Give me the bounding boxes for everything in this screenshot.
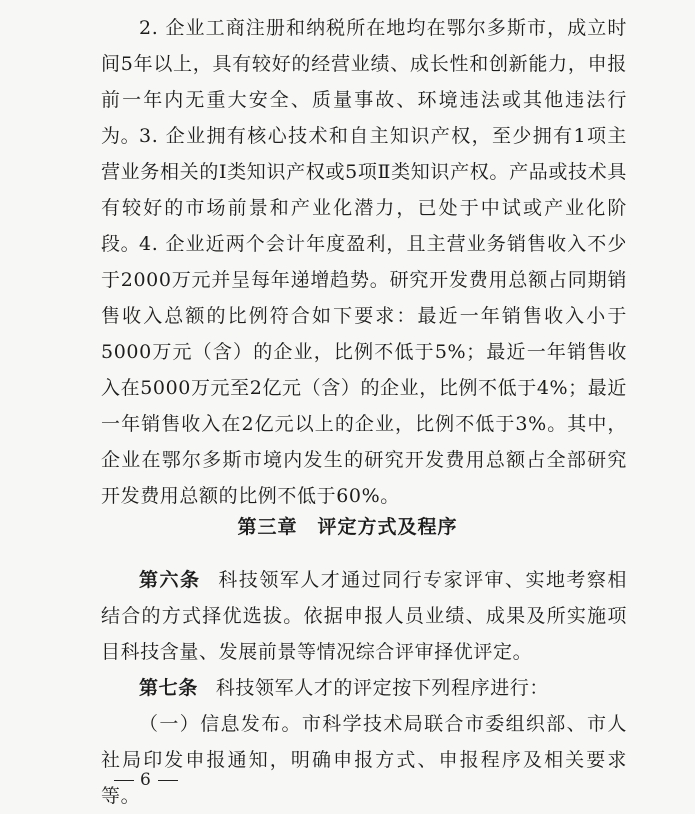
page-number-value: 6 [140,770,152,790]
paragraph-requirement-2: 2. 企业工商注册和纳税所在地均在鄂尔多斯市，成立时间5年以上，具有较好的经营业绩、成长性和创新能力，申报前一年内无重大安全、质量事故、环境违法或其他违法行为。 [101,17,627,147]
article-6-paragraph [101,562,627,670]
paragraph-requirement-4: 4. 企业近两个会计年度盈利，且主营业务销售收入不少于2000万元并呈每年递增趋势。研究开发费用总额占同期销售收入总额的比例符合如下要求：最近一年销售收入小于5000万元（含）的企业，比例不低于5%；最近一年销售收入在5000万元至2亿元（含）的企业，比例不低于4%；最近一年销售收入在2亿元以上的企业，比例不低于3%。其中，企业在鄂尔多斯市境内发生的研究开发费用总额占全部研究开发费用总额的比例不低于60%。 [101,233,627,507]
page-number-left-dash [114,780,134,781]
article-6-text: 科技领军人才通过同行专家评审、实地考察相结合的方式择优选拔。依据申报人员业绩、成果及所实施项目科技含量、发展前景等情况综合评审择优评定。 [101,569,627,663]
article-7-paragraph [101,670,627,706]
article-6-label: 第六条 [139,569,201,591]
paragraph-requirement-3: 3. 企业拥有核心技术和自主知识产权，至少拥有1项主营业务相关的Ⅰ类知识产权或5项Ⅱ类知识产权。产品或技术具有较好的市场前景和产业化潜力，已处于中试或产业化阶段。 [101,125,627,255]
page-number-right-dash [158,780,178,781]
chapter-heading: 第三章 评定方式及程序 [237,516,458,538]
page-number [108,770,184,790]
article-7-label: 第七条 [139,677,198,699]
procedure-item-1: （一）信息发布。市科学技术局联合市委组织部、市人社局印发申报通知，明确申报方式、申报程序及相关要求等。 [101,713,627,807]
article-7-text: 科技领军人才的评定按下列程序进行： [215,677,550,699]
